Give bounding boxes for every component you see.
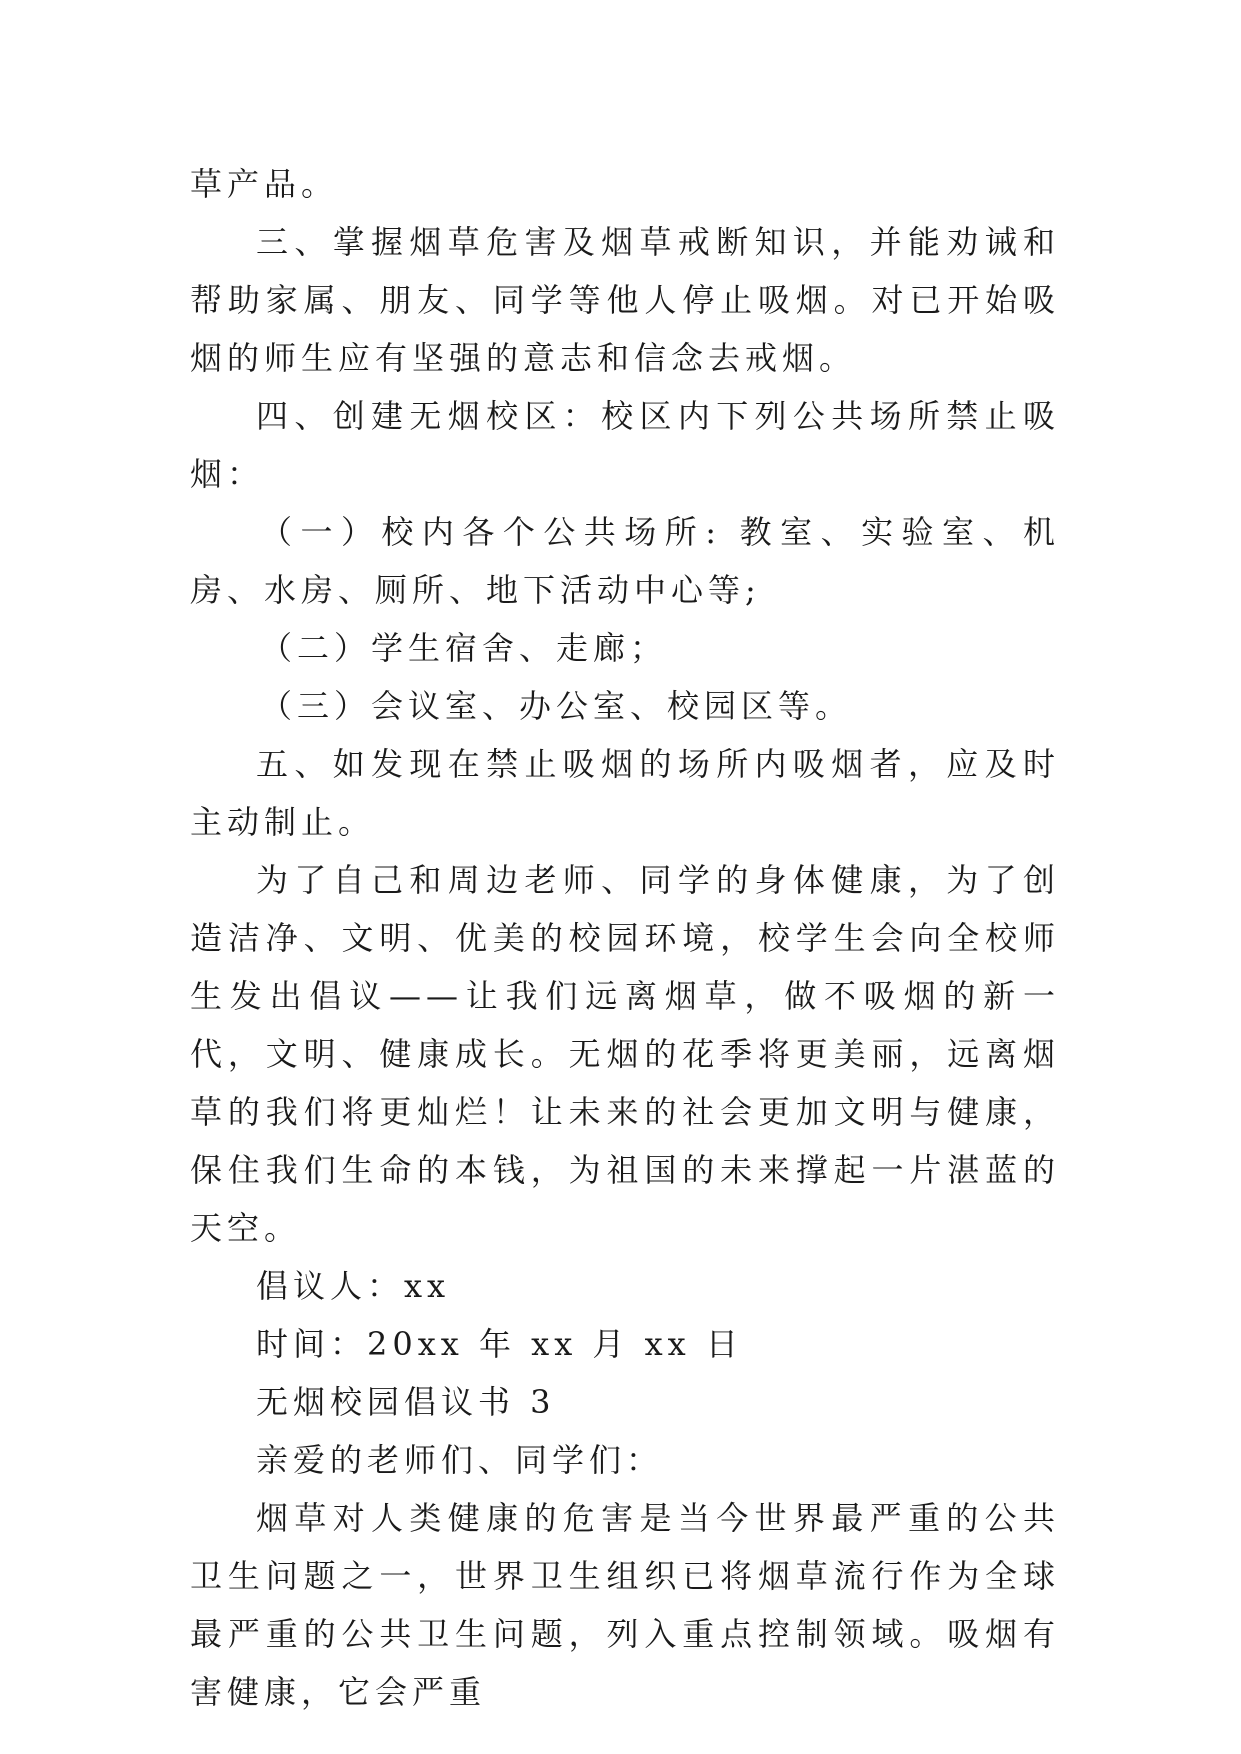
initiator-line: 倡议人：xx xyxy=(256,1267,451,1305)
date-line: 时间：20xx 年 xx 月 xx 日 xyxy=(256,1325,743,1363)
salutation: 亲爱的老师们、同学们： xyxy=(256,1441,664,1479)
paragraph-continuation: 草产品。 xyxy=(190,165,339,203)
paragraph-intro: 烟草对人类健康的危害是当今世界最严重的公共卫生问题之一，世界卫生组织已将烟草流行作为全球最严重的公共卫生问题，列入重点控制领域。吸烟有害健康，它会严重 xyxy=(190,1499,1060,1711)
paragraph-appeal: 为了自己和周边老师、同学的身体健康，为了创造洁净、文明、优美的校园环境，校学生会向全校师生发出倡议——让我们远离烟草，做不吸烟的新一代，文明、健康成长。无烟的花季将更美丽，远离烟草的我们将更灿烂！让未来的社会更加文明与健康，保住我们生命的本钱，为祖国的未来撑起一片湛蓝的天空。 xyxy=(190,861,1060,1247)
document-body xyxy=(190,155,1060,1721)
paragraph-item-three: 三、掌握烟草危害及烟草戒断知识，并能劝诫和帮助家属、朋友、同学等他人停止吸烟。对已开始吸烟的师生应有坚强的意志和信念去戒烟。 xyxy=(190,223,1060,377)
paragraph-item-five: 五、如发现在禁止吸烟的场所内吸烟者，应及时主动制止。 xyxy=(190,745,1060,841)
paragraph-subitem-two: （二）学生宿舍、走廊； xyxy=(260,629,668,667)
section-heading: 无烟校园倡议书 3 xyxy=(256,1383,556,1421)
paragraph-subitem-three: （三）会议室、办公室、校园区等。 xyxy=(260,687,853,725)
paragraph-subitem-one: （一）校内各个公共场所: 教室、实验室、机房、水房、厕所、地下活动中心等; xyxy=(190,513,1060,609)
paragraph-item-four: 四、创建无烟校区：校区内下列公共场所禁止吸烟： xyxy=(190,397,1060,493)
